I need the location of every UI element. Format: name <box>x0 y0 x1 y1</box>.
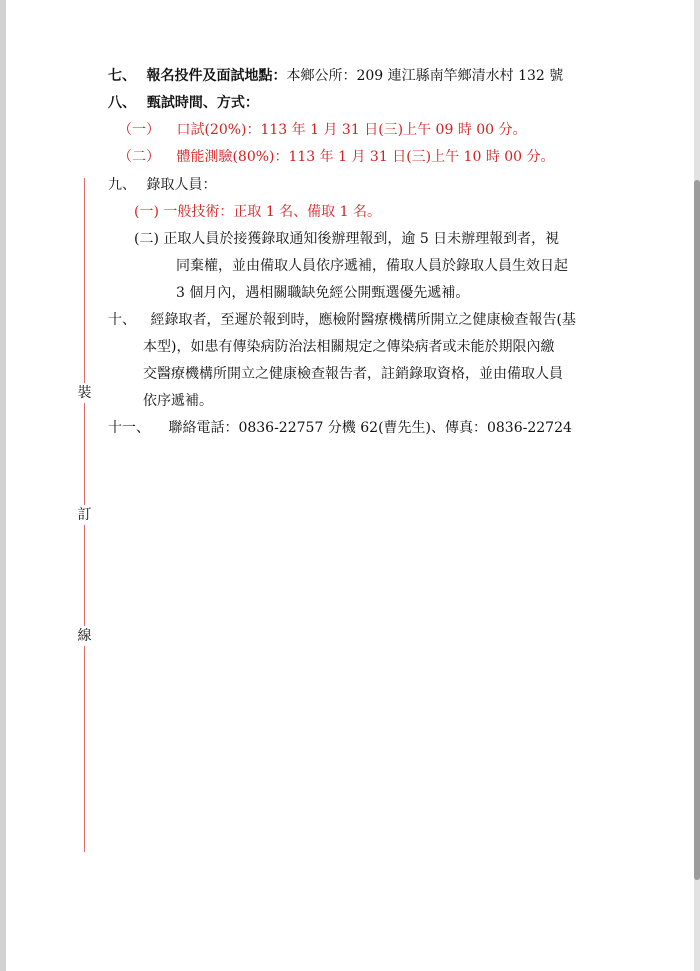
item-ten-line4: 依序遞補。 <box>143 393 213 409</box>
binding-char-ding: 訂 <box>77 507 92 523</box>
item-eleven <box>108 418 572 438</box>
item-eleven-text: 聯絡電話：0836-22757 分機 62(曹先生)、傳真：0836-22724 <box>168 420 572 436</box>
scrollbar[interactable] <box>694 0 700 971</box>
document-page <box>6 0 694 971</box>
item-nine-number: 九、 <box>108 177 136 193</box>
item-nine <box>108 175 216 195</box>
item-seven-text: 本鄉公所：209 連江縣南竿鄉清水村 132 號 <box>286 68 564 84</box>
item-eight-number: 八、 <box>108 95 136 111</box>
item-seven-label: 報名投件及面試地點： <box>146 68 287 84</box>
item-eight-sub2-text: 體能測驗(80%)：113 年 1 月 31 日(三)上午 10 時 00 分。 <box>176 149 555 165</box>
item-nine-sub2-line1: (二) 正取人員於接獲錄取通知後辦理報到，逾 5 日未辦理報到者，視 <box>134 231 560 247</box>
scrollbar-thumb[interactable] <box>694 180 700 880</box>
binding-char-xian: 線 <box>77 628 92 644</box>
item-ten-line2: 本型)，如患有傳染病防治法相關規定之傳染病者或未能於期限內繳 <box>143 339 555 355</box>
item-eight-sub2-number: （二） <box>118 149 160 165</box>
item-nine-sub2-line3: 3 個月內，遇相關職缺免經公開甄選優先遞補。 <box>176 285 470 301</box>
item-ten-text-line1: 經錄取者，至遲於報到時，應檢附醫療機構所開立之健康檢查報告(基 <box>150 312 576 328</box>
item-seven <box>108 66 563 86</box>
item-nine-label: 錄取人員： <box>146 177 217 193</box>
item-eight-sub2 <box>118 147 555 167</box>
item-eleven-number: 十一、 <box>108 420 150 436</box>
item-eight <box>108 93 259 113</box>
binding-char-zhuang: 裝 <box>77 385 92 401</box>
item-eight-sub1 <box>118 120 527 140</box>
item-eight-sub1-number: （一） <box>118 122 160 138</box>
item-eight-sub1-text: 口試(20%)：113 年 1 月 31 日(三)上午 09 時 00 分。 <box>176 122 527 138</box>
item-nine-sub1: (一) 一般技術：正取 1 名、備取 1 名。 <box>134 204 381 220</box>
item-nine-sub2-line2: 同棄權，並由備取人員依序遞補，備取人員於錄取人員生效日起 <box>176 258 568 274</box>
item-ten-line3: 交醫療機構所開立之健康檢查報告者，註銷錄取資格，並由備取人員 <box>143 366 563 382</box>
item-eight-label: 甄試時間、方式： <box>146 95 259 111</box>
item-ten-line1 <box>108 310 576 330</box>
item-ten-number: 十、 <box>108 312 136 328</box>
item-seven-number: 七、 <box>108 68 136 84</box>
